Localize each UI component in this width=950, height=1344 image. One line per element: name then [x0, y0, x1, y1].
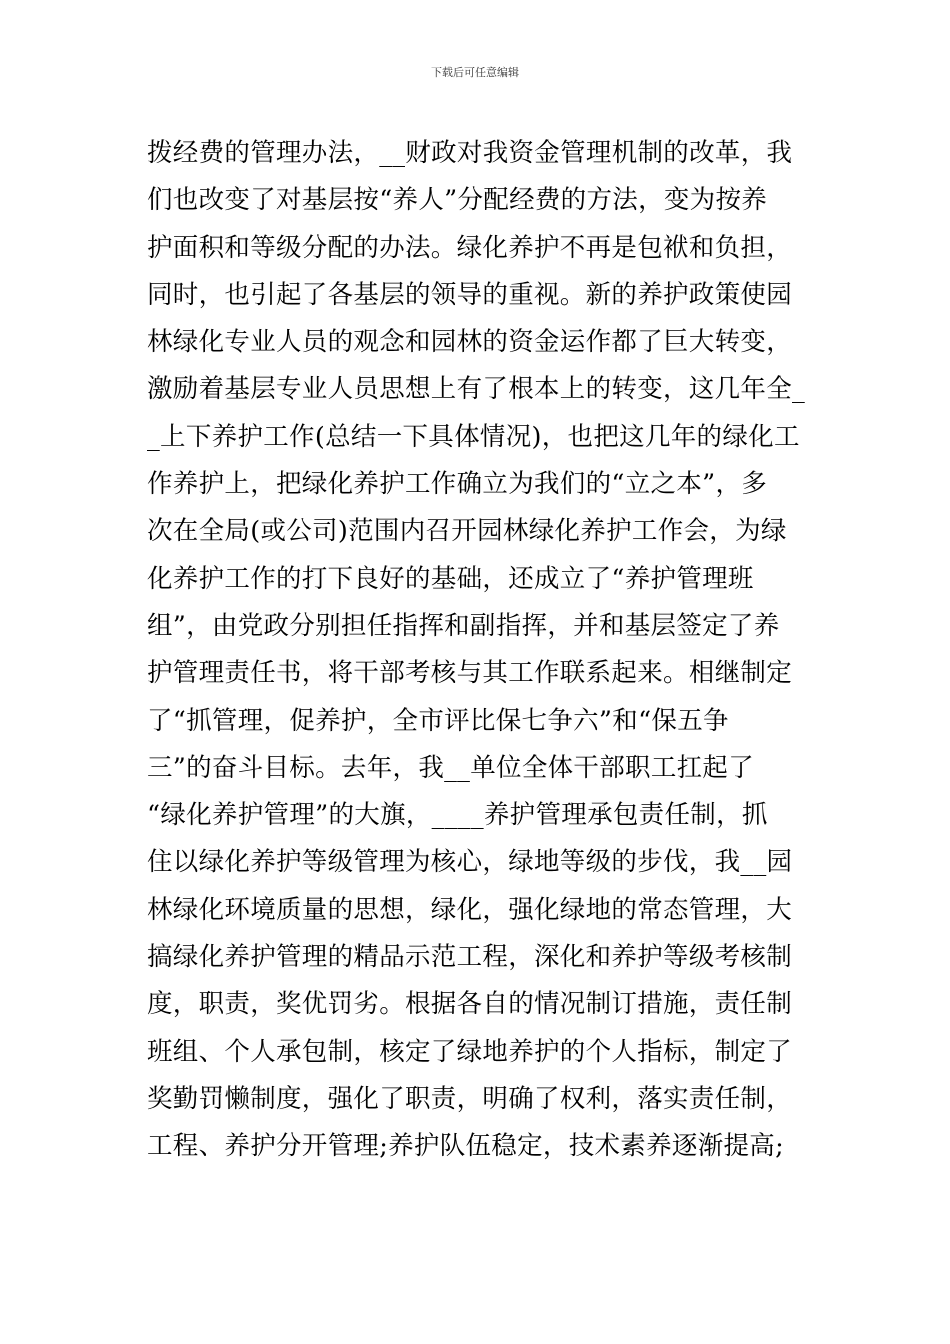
text-line: 作养护上，把绿化养护工作确立为我们的“立之本”，多	[147, 469, 768, 500]
text-line: 奖勤罚懒制度，强化了职责，明确了权利，落实责任制，	[147, 1083, 793, 1114]
text-line: 三”的奋斗目标。去年，我__单位全体干部职工扛起了	[147, 752, 755, 783]
text-line: 林绿化专业人员的观念和园林的资金运作都了巨大转变，	[147, 327, 793, 358]
page-header: 下载后可任意编辑	[431, 66, 519, 79]
text-line: 激励着基层专业人员思想上有了根本上的转变，这几年全_	[147, 374, 806, 405]
text-line: 护面积和等级分配的办法。绿化养护不再是包袱和负担，	[147, 232, 793, 263]
text-line: 住以绿化养护等级管理为核心，绿地等级的步伐，我__园	[147, 847, 793, 878]
text-line: 组”，由党政分别担任指挥和副指挥，并和基层签定了养	[147, 610, 780, 641]
text-line: 搞绿化养护管理的精品示范工程，深化和养护等级考核制	[147, 942, 793, 973]
document-body	[147, 130, 817, 1171]
text-line: 拨经费的管理办法，__财政对我资金管理机制的改革，我	[147, 138, 793, 168]
text-line: 同时，也引起了各基层的领导的重视。新的养护政策使园	[147, 279, 793, 310]
text-line: 度，职责，奖优罚劣。根据各自的情况制订措施，责任制	[147, 989, 793, 1020]
text-line: 班组、个人承包制，核定了绿地养护的个人指标，制定了	[147, 1036, 793, 1067]
text-line: 林绿化环境质量的思想，绿化，强化绿地的常态管理，大	[147, 894, 793, 925]
text-line: 们也改变了对基层按“养人”分配经费的方法，变为按养	[147, 185, 768, 216]
text-line: 了“抓管理，促养护，全市评比保七争六”和“保五争	[147, 705, 729, 736]
text-line: _上下养护工作(总结一下具体情况)，也把这几年的绿化工	[147, 421, 800, 452]
text-line: 次在全局(或公司)范围内召开园林绿化养护工作会，为绿	[147, 516, 787, 547]
text-line: 工程、养护分开管理;养护队伍稳定，技术素养逐渐提高;	[147, 1131, 784, 1162]
text-line: 护管理责任书，将干部考核与其工作联系起来。相继制定	[147, 658, 793, 689]
text-line: 化养护工作的打下良好的基础，还成立了“养护管理班	[147, 563, 754, 594]
text-line: “绿化养护管理”的大旗，____养护管理承包责任制，抓	[147, 800, 768, 831]
